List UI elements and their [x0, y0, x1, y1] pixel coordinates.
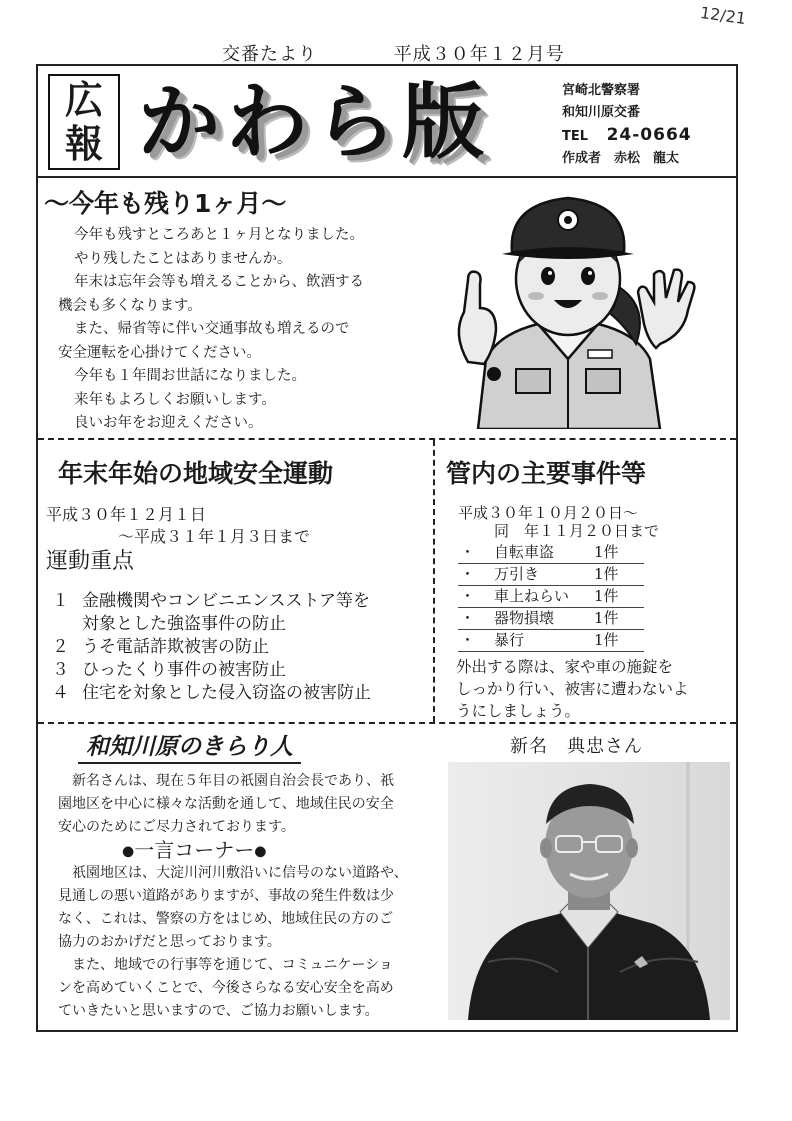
bullet: ・	[460, 631, 476, 649]
list-item	[52, 659, 371, 682]
section-year-end-title: ～今年も残り1ヶ月～	[44, 189, 287, 218]
contact-info-box	[552, 72, 732, 174]
text-line: また、帰省等に伴い交通事故も増えるので	[74, 321, 350, 337]
police-officer-illustration	[438, 184, 698, 429]
list-item	[52, 590, 371, 613]
bullet: ・	[460, 587, 476, 605]
crime-type: 万引き	[494, 565, 540, 583]
top-strip	[222, 40, 565, 66]
text-line: また、地域での行事等を通じて、コミュニケーショ	[72, 957, 393, 973]
bullet: ・	[460, 543, 476, 561]
kouhou-char-2: 報	[64, 122, 103, 166]
text-line: 安心のためにご尽力されております。	[58, 819, 295, 835]
text-line: 来年もよろしくお願いします。	[74, 391, 276, 408]
bullet-circle-icon: ●	[122, 843, 135, 860]
kouhou-char-1: 広	[64, 78, 103, 122]
newsletter-series: 交番たより	[222, 44, 317, 65]
tel-number: 24-0664	[606, 125, 692, 145]
featured-person-name: 新名 典忠さん	[510, 736, 643, 757]
text-line: 外出する際は、家や車の施錠を	[456, 658, 674, 676]
corner-label: 一言コーナー	[134, 838, 255, 862]
crime-type: 車上ねらい	[494, 587, 570, 605]
author-line: 作成者 赤松 龍太	[562, 151, 680, 166]
text-line: 年末は忘年会等も増えることから、飲酒する	[74, 274, 364, 290]
kouhou-badge	[48, 74, 120, 170]
comment-corner-heading	[122, 834, 266, 863]
text-line: 安全運転を心掛けてください。	[58, 344, 261, 361]
item-text: 金融機関やコンビニエンスストア等を	[82, 591, 370, 611]
crime-count: 1件	[594, 609, 619, 627]
crime-count: 1件	[594, 565, 619, 583]
table-row	[458, 586, 644, 608]
table-row	[458, 608, 644, 630]
section-incidents-title: 管内の主要事件等	[446, 459, 647, 488]
incidents-date-from: 平成３０年１０月２０日～	[458, 504, 639, 522]
list-item	[52, 636, 371, 659]
tel-label: TEL	[562, 129, 589, 144]
text-line: 良いお年をお迎えください。	[74, 415, 263, 431]
section-year-end-text	[58, 224, 364, 436]
text-line: 園地区を中心に様々な活動を通して、地域住民の安全	[58, 796, 394, 812]
text-line: 今年も１年間お世話になりました。	[74, 368, 306, 384]
item-number: ３	[52, 660, 69, 680]
text-line: 今年も残すところあと１ヶ月となりました。	[74, 227, 364, 243]
bullet: ・	[460, 609, 476, 627]
text-line: うにしましょう。	[456, 702, 581, 720]
divider-horizontal-2	[38, 722, 736, 724]
text-line: 見通しの悪い道路がありますが、事故の発生件数は少	[58, 888, 394, 904]
table-row	[458, 630, 644, 652]
text-line: 協力のおかげだと思っております。	[58, 934, 281, 950]
crime-count: 1件	[594, 543, 619, 561]
list-item-continuation	[52, 613, 371, 636]
text-line: 機会も多くなります。	[58, 297, 202, 314]
handwritten-date-note: 12/21	[698, 2, 748, 29]
incidents-table	[458, 542, 644, 652]
featured-person-intro	[58, 770, 438, 839]
newsletter-title: かわら版	[138, 75, 491, 170]
text-line: ンを高めていくことで、今後さらなる安心安全を高め	[58, 980, 394, 996]
bullet-circle-icon: ●	[254, 843, 267, 860]
text-line: しっかり行い、被害に遭わないよ	[456, 680, 689, 698]
telephone-line	[562, 124, 722, 148]
masthead	[38, 66, 736, 178]
text-line: なく、これは、警察の方をはじめ、地域住民の方のご	[58, 911, 394, 927]
campaign-date-to: ～平成３１年１月３日まで	[118, 527, 311, 546]
campaign-priorities-heading: 運動重点	[46, 549, 135, 574]
crime-type: 自転車盗	[494, 543, 555, 561]
item-text: 対象とした強盗事件の防止	[82, 614, 286, 634]
featured-person-photo	[448, 762, 730, 1020]
section-safety-campaign-title: 年末年始の地域安全運動	[58, 459, 334, 488]
crime-type: 器物損壊	[494, 609, 555, 627]
divider-horizontal-1	[38, 438, 736, 440]
item-number: １	[52, 591, 69, 611]
crime-count: 1件	[594, 631, 619, 649]
campaign-priorities-list	[52, 590, 371, 705]
divider-vertical	[433, 440, 435, 722]
table-row	[458, 564, 644, 586]
campaign-date-from: 平成３０年１２月１日	[46, 505, 207, 524]
item-text: 住宅を対象とした侵入窃盗の被害防止	[82, 683, 371, 703]
text-line: ていきたいと思いますので、ご協力お願いします。	[58, 1003, 379, 1019]
incidents-advice	[456, 656, 689, 722]
incidents-date-to: 同 年１１月２０日まで	[494, 522, 660, 540]
featured-person-comment	[58, 862, 438, 1023]
item-text: ひったくり事件の被害防止	[82, 660, 286, 680]
table-row	[458, 542, 644, 564]
list-item	[52, 682, 371, 705]
crime-type: 暴行	[494, 631, 525, 649]
item-text: うそ電話詐欺被害の防止	[82, 637, 269, 657]
crime-count: 1件	[594, 587, 619, 605]
koban-name: 和知川原交番	[562, 105, 641, 120]
text-line: やり残したことはありませんか。	[74, 250, 292, 267]
section-featured-person-title: 和知川原のきらり人	[78, 728, 301, 764]
bullet: ・	[460, 565, 476, 583]
newsletter-frame	[36, 64, 738, 1032]
issue-date: 平成３０年１２月号	[393, 44, 565, 65]
police-station-name: 宮崎北警察署	[562, 83, 641, 98]
item-number: ２	[52, 637, 69, 657]
text-line: 新名さんは、現在５年目の祇園自治会長であり、祇	[72, 773, 394, 789]
text-line: 祇園地区は、大淀川河川敷沿いに信号のない道路や、	[72, 865, 408, 881]
item-number: ４	[52, 683, 69, 703]
